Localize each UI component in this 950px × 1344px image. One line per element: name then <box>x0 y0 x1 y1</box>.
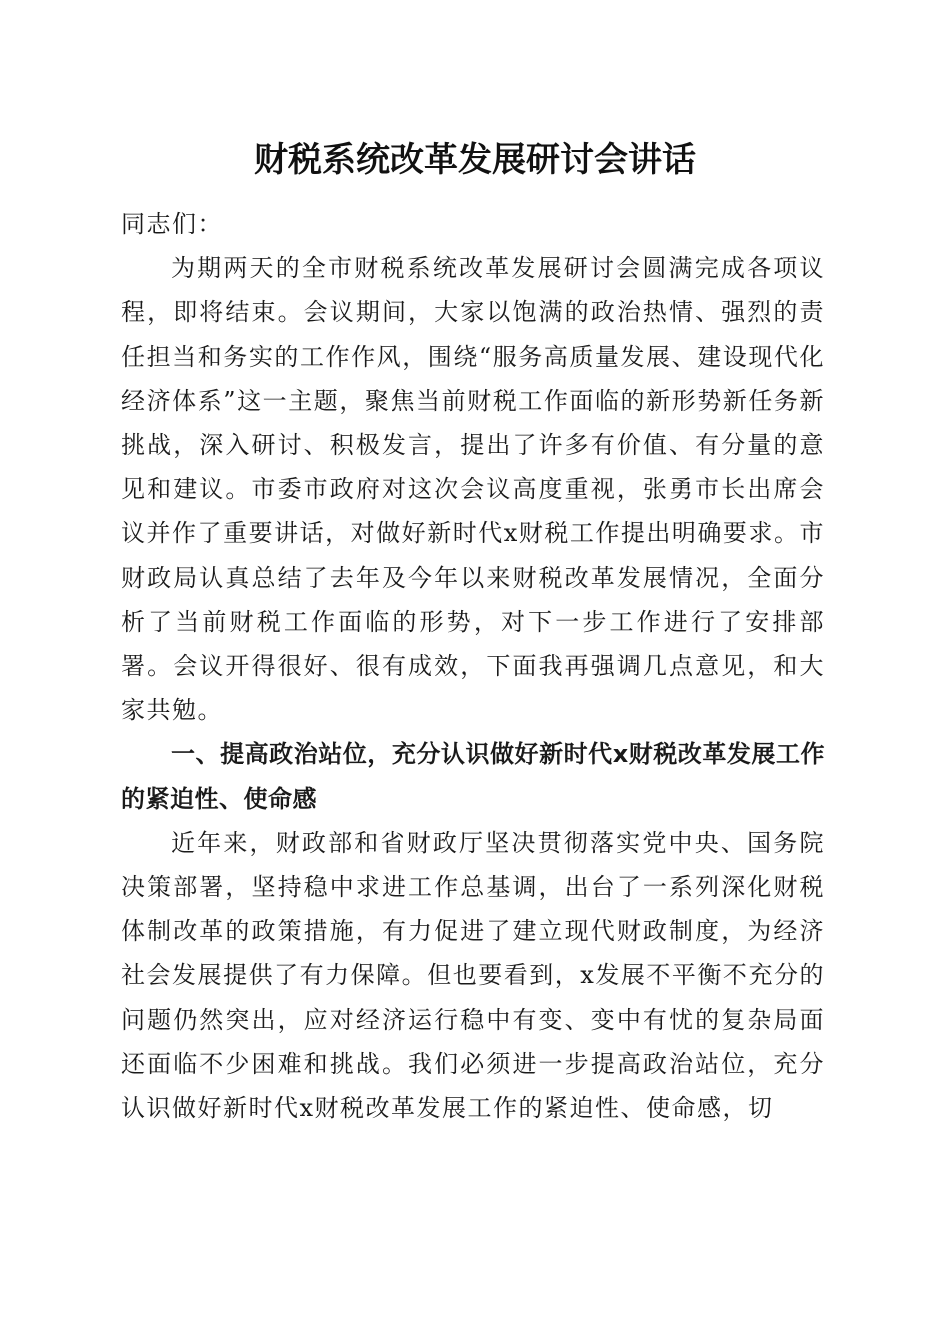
paragraph-section-1: 近年来，财政部和省财政厅坚决贯彻落实党中央、国务院决策部署，坚持稳中求进工作总基调，出台了一系列深化财税体制改革的政策措施，有力促进了建立现代财政制度，为经济社会发展提供了有力保障。但也要看到，x发展不平衡不充分的问题仍然突出，应对经济运行稳中有变、变中有忧的复杂局面还面临不少困难和挑战。我们必须进一步提高政治站位，充分认识做好新时代x财税改革发展工作的紧迫性、使命感，切 <box>121 828 825 1123</box>
salutation: 同志们： <box>121 210 223 238</box>
paragraph-intro: 为期两天的全市财税系统改革发展研讨会圆满完成各项议程，即将结束。会议期间，大家以饱满的政治热情、强烈的责任担当和务实的工作作风，围绕“服务高质量发展、建设现代化经济体系”这一主题，聚焦当前财税工作面临的新形势新任务新挑战，深入研讨、积极发言，提出了许多有价值、有分量的意见和建议。市委市政府对这次会议高度重视，张勇市长出席会议并作了重要讲话，对做好新时代x财税工作提出明确要求。市财政局认真总结了去年及今年以来财税改革发展情况，全面分析了当前财税工作面临的形势，对下一步工作进行了安排部署。会议开得很好、很有成效，下面我再强调几点意见，和大家共勉。 <box>121 254 825 725</box>
section-heading: 一、提高政治站位，充分认识做好新时代x财税改革发展工作的紧迫性、使命感 <box>121 740 825 813</box>
document-body <box>121 202 825 1130</box>
document-title: 财税系统改革发展研讨会讲话 <box>254 140 696 180</box>
